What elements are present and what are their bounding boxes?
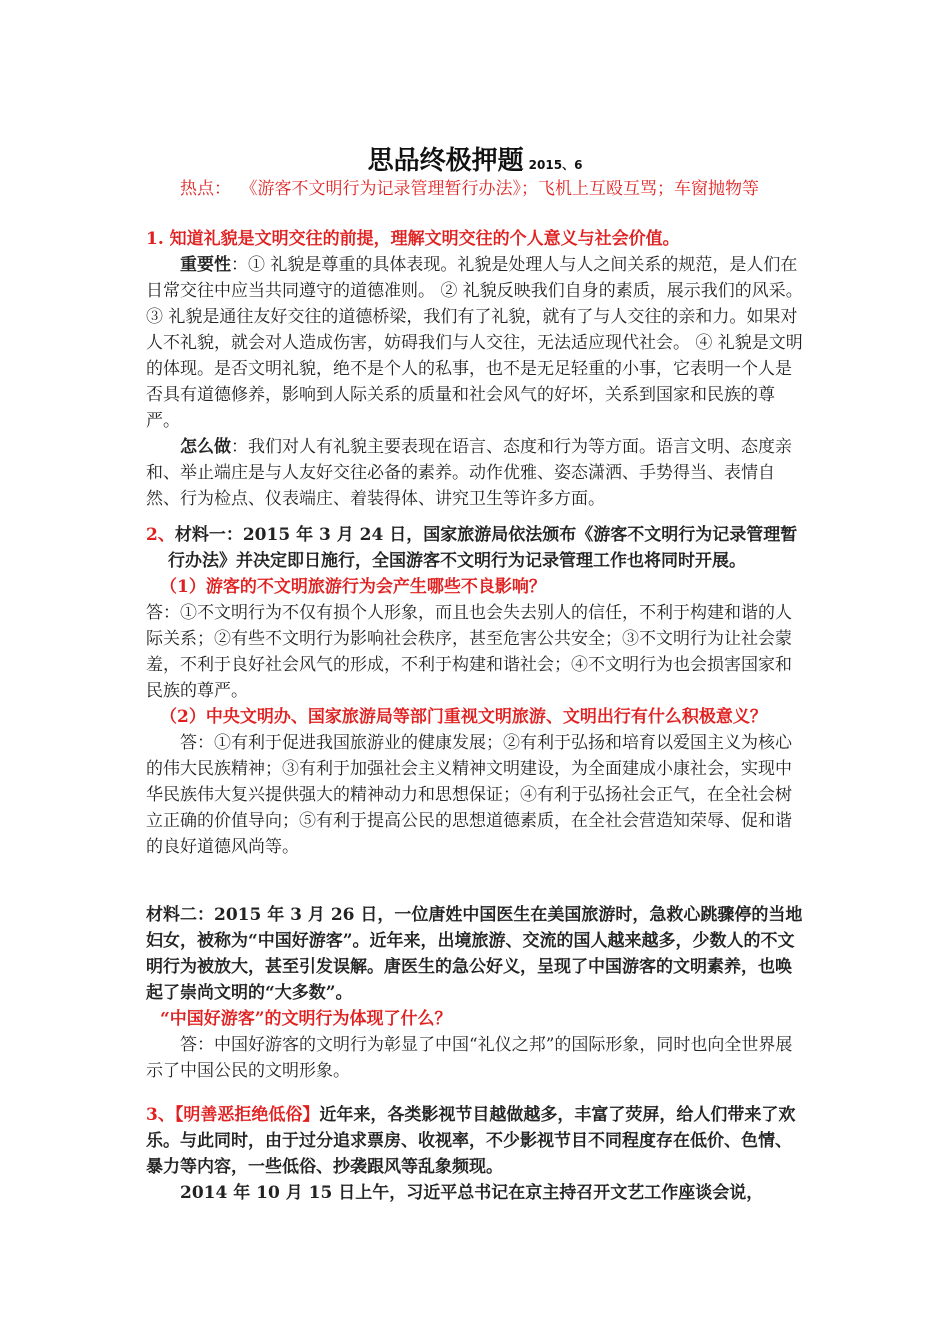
material-2-block	[146, 902, 808, 1084]
section3-text2: 2014 年 10 月 15 日上午，习近平总书记在京主持召开文艺工作座谈会说，	[180, 1183, 764, 1203]
section1-heading: 1. 知道礼貌是文明交往的前提，理解文明交往的个人意义与社会价值。	[146, 229, 680, 249]
how-label: 怎么做	[180, 437, 231, 457]
question-3: “中国好游客”的文明行为体现了什么？	[160, 1009, 452, 1029]
title-date: 2015、6	[528, 158, 583, 172]
importance-label: 重要性	[180, 255, 231, 275]
section3-text: 近年来，各类影视节目越做越多，丰富了荧屏，给人们带来了欢乐。与此同时，由于过分追求票房、收视率，不少影视节目不同程度存在低价、色情、暴力等内容，一些低俗、抄袭跟风等乱象频现。	[146, 1105, 796, 1177]
section3-number: 3、	[146, 1105, 175, 1125]
title-row	[0, 140, 950, 177]
answer-2: 答：①有利于促进我国旅游业的健康发展；②有利于弘扬和培育以爱国主义为核心的伟大民族精神；③有利于加强社会主义精神文明建设，为全面建成小康社会，实现中华民族伟大复兴提供强大的精神动力和思想保证；④有利于弘扬社会正气，在全社会树立正确的价值导向；⑤有利于提高公民的思想道德素质，在全社会营造知荣辱、促和谐的良好道德风尚等。	[146, 733, 792, 857]
section-3	[146, 1102, 808, 1206]
answer-3: 答：中国好游客的文明行为彰显了中国“礼仪之邦”的国际形象，同时也向全世界展示了中国公民的文明形象。	[146, 1035, 793, 1081]
answer-1: 答：①不文明行为不仅有损个人形象，而且也会失去别人的信任，不利于构建和谐的人际关系；②有些不文明行为影响社会秩序，甚至危害公共安全；③不文明行为让社会蒙羞，不利于良好社会风气的形成，不利于构建和谐社会；④不文明行为也会损害国家和民族的尊严。	[146, 603, 792, 701]
section2-number: 2、	[146, 525, 175, 545]
material1	[146, 522, 808, 574]
section-1	[146, 226, 808, 512]
question-2: （2）中央文明办、国家旅游局等部门重视文明旅游、文明出行有什么积极意义？	[160, 707, 767, 727]
hotspot-label: 热点：	[180, 179, 231, 199]
section1-how	[146, 434, 808, 512]
hotspot-line	[146, 176, 808, 202]
section-2	[146, 522, 808, 860]
section3-tag: 【明善恶拒绝低俗】	[174, 1105, 320, 1125]
hotspot-text: 《游客不文明行为记录管理暂行办法》；飞机上互殴互骂；车窗抛物等	[249, 179, 759, 199]
importance-text: ：① 礼貌是尊重的具体表现。礼貌是处理人与人之间关系的规范，是人们在日常交往中应当共同遵守的道德准则。 ② 礼貌反映我们自身的素质，展示我们的风采。③ 礼貌是通往友好交往的道德桥梁，我们有了礼貌，就有了与人交往的亲和力。如果对人不礼貌，就会对人造成伤害，妨碍我们与人交往，无法适应现代社会。 ④ 礼貌是文明的体现。是否文明礼貌，绝不是个人的私事，也不是无足轻重的小事，它表明一个人是否具有道德修养，影响到人际关系的质量和社会风气的好坏，关系到国家和民族的尊严。	[146, 255, 803, 431]
section3-intro	[146, 1102, 808, 1180]
material2: 材料二：2015 年 3 月 26 日，一位唐姓中国医生在美国旅游时，急救心跳骤停的当地妇女，被称为“中国好游客”。近年来，出境旅游、交流的国人越来越多，少数人的不文明行为被放大，甚至引发误解。唐医生的急公好义，呈现了中国游客的文明素养，也唤起了崇尚文明的“大多数”。	[146, 905, 803, 1003]
material1-text: 材料一：2015 年 3 月 24 日，国家旅游局依法颁布《游客不文明行为记录管理暂行办法》并决定即日施行，全国游客不文明行为记录管理工作也将同时开展。	[168, 525, 798, 571]
page-title: 思品终极押题	[367, 146, 524, 176]
question-1: （1）游客的不文明旅游行为会产生哪些不良影响？	[160, 577, 546, 597]
section1-importance	[146, 252, 808, 434]
how-text: ：我们对人有礼貌主要表现在语言、态度和行为等方面。语言文明、态度亲和、举止端庄是与人友好交往必备的素养。动作优雅、姿态潇洒、手势得当、表情自然、行为检点、仪表端庄、着装得体、讲究卫生等许多方面。	[146, 437, 792, 509]
